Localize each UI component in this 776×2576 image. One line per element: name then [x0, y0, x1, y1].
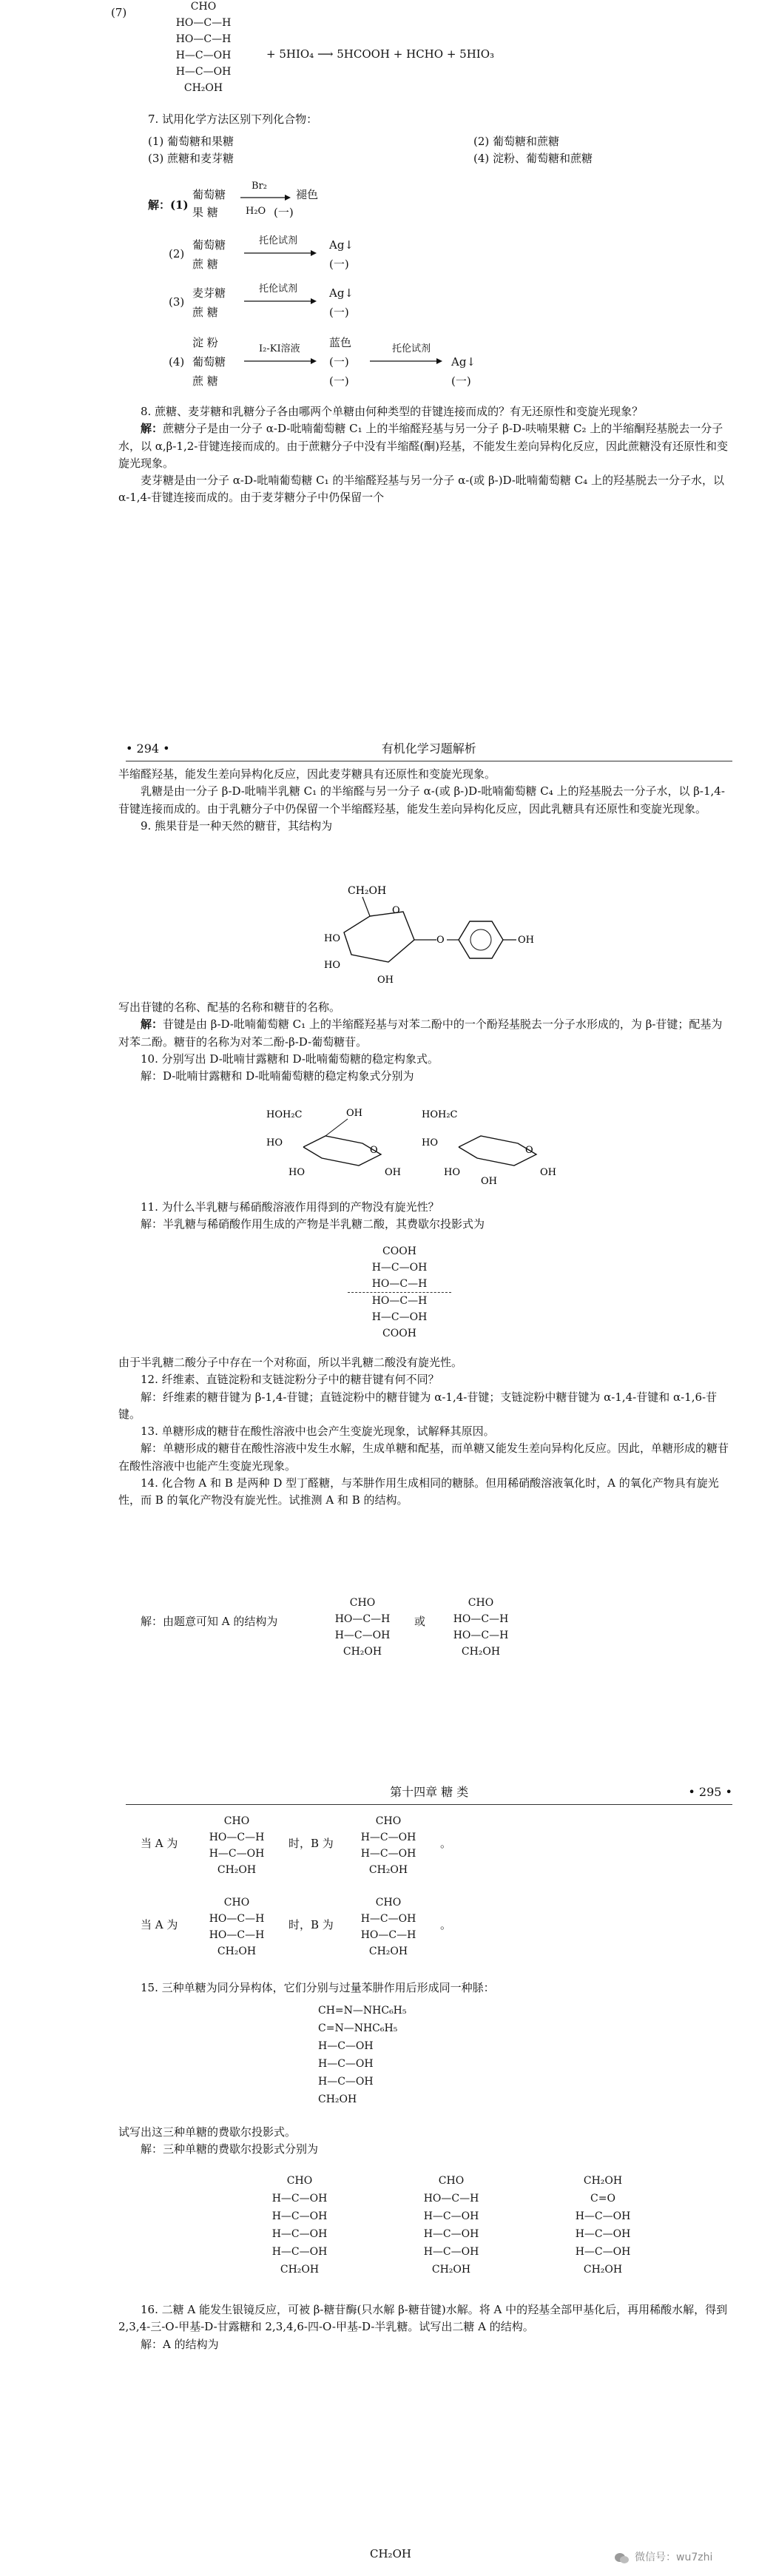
svg-text:O: O [525, 1145, 533, 1156]
reaction-arrow-icon [370, 357, 444, 366]
chair-conformations [259, 1103, 570, 1191]
q15-three-sugars [244, 2172, 658, 2279]
q16-bottom-fragment: CH₂OH [370, 2547, 411, 2560]
reaction-arrow-icon [244, 249, 318, 258]
svg-text:OH: OH [346, 1108, 362, 1119]
fischer-case1-a: CHO HO—C—H H—C—OH CH₂OH [209, 1815, 265, 1876]
q13-answer: 解：单糖形成的糖苷在酸性溶液中发生水解，生成单糖和配基，而单糖又能发生差向异构化反应。因此，单糖形成的糖苷在酸性溶液中也能产生变旋光现象。 [118, 1442, 729, 1473]
case2-then-b: 时，B 为 [289, 1918, 334, 1931]
p294-block-4 [118, 1354, 732, 1509]
q8-answer-2: 麦芽糖是由一分子 α-D-吡喃葡萄糖 C₁ 的半缩醛羟基与另一分子 α-(或 β-)D-吡喃葡萄糖 C₄ 上的羟基脱去一分子水，以 α-1,4-苷键连接而成的。由于麦芽糖分子中仍保留一个 [118, 474, 724, 505]
q8-block [118, 403, 732, 507]
svg-text:HO: HO [266, 1137, 283, 1149]
q11-answer: 解：半乳糖与稀硝酸作用生成的产物是半乳糖二酸，其费歇尔投影式为 [141, 1217, 485, 1231]
q7-solution-1: 解：(1) 葡萄糖 Br₂ 褪色 果 糖 H₂O (一) [148, 181, 319, 219]
header-divider [126, 1804, 732, 1805]
q15-answer: 解：三种单糖的费歇尔投影式分别为 [141, 2142, 319, 2156]
q7-solution-2: (2) 葡萄糖 蔗 糖 托伦试剂 Ag↓ (一) [169, 235, 354, 271]
p294-block-3 [118, 1199, 732, 1234]
q15-ask: 试写出这三种单糖的费歇尔投影式。 [118, 2125, 297, 2139]
fischer-case1-b: CHO H—C—OH H—C—OH CH₂OH [360, 1815, 416, 1876]
q10-answer: 解：D-吡喃甘露糖和 D-吡喃葡萄糖的稳定构象式分别为 [141, 1069, 414, 1083]
fischer-case2-b: CHO H—C—OH HO—C—H CH₂OH [360, 1897, 416, 1957]
q13-question: 13. 单糖形成的糖苷在酸性溶液中也会产生变旋光现象，试解释其原因。 [141, 1425, 495, 1438]
arbutin-structure [318, 881, 555, 992]
glucose-chair [422, 1109, 556, 1187]
case2-when-a: 当 A 为 [141, 1918, 178, 1931]
svg-text:HO: HO [422, 1137, 438, 1149]
fischer-a1: CHO HO—C—H H—C—OH CH₂OH [334, 1597, 391, 1658]
q7-item: (1) 葡萄糖和果糖 [148, 135, 235, 148]
fischer-sugar-2: CHO HO—C—H H—C—OH H—C—OH H—C—OH CH₂OH [423, 2175, 479, 2276]
mannose-chair [266, 1108, 401, 1178]
svg-text:CH₂OH: CH₂OH [348, 885, 387, 897]
p294-block-1 [118, 766, 732, 835]
q7-label: (7) [111, 6, 127, 19]
fischer-sugar-3: CH₂OH C=O H—C—OH H—C—OH H—C—OH CH₂OH [575, 2175, 631, 2276]
q11-question: 11. 为什么半乳糖与稀硝酸溶液作用得到的产物没有旋光性？ [141, 1200, 439, 1214]
fischer-a2: CHO HO—C—H HO—C—H CH₂OH [453, 1597, 509, 1658]
reaction-arrow-icon [240, 192, 292, 203]
q9-question: 9. 熊果苷是一种天然的糖苷，其结构为 [141, 818, 333, 833]
running-title: 第十四章 糖 类 [390, 1785, 469, 1799]
q7-title: 7. 试用化学方法区别下列化合物： [148, 112, 318, 126]
q11-conclusion: 由于半乳糖二酸分子中存在一个对称面，所以半乳糖二酸没有旋光性。 [118, 1356, 463, 1369]
reaction-arrow-icon [244, 297, 318, 306]
q7-item: (4) 淀粉、葡萄糖和蔗糖 [473, 152, 593, 166]
svg-text:OH: OH [385, 1167, 401, 1178]
fischer-case2-a: CHO HO—C—H HO—C—H CH₂OH [209, 1897, 265, 1957]
period: 。 [440, 1918, 452, 1931]
q15-question: 15. 三种单糖为同分异构体，它们分别与过量苯肼作用后形成同一种脎： [141, 1981, 495, 1994]
fischer-projection: CHO HO—C—H HO—C—H H—C—OH H—C—OH CH₂OH [175, 1, 232, 94]
q14-question: 14. 化合物 A 和 B 是两种 D 型丁醛糖，与苯肼作用生成相同的糖脎。但用稀硝酸溶液氧化时，A 的氧化产物具有旋光性，而 B 的氧化产物没有旋光性。试推测 A 和 B 的结构。 [118, 1476, 719, 1507]
period: 。 [440, 1837, 452, 1850]
paragraph: 半缩醛羟基，能发生差向异构化反应，因此麦芽糖具有还原性和变旋光现象。 [118, 767, 496, 781]
watermark: 微信号：wu7zhi [614, 2550, 712, 2566]
q7-item: (2) 葡萄糖和蔗糖 [473, 135, 560, 148]
fischer-sugar-1: CHO H—C—OH H—C—OH H—C—OH H—C—OH CH₂OH [271, 2175, 328, 2276]
svg-text:HO: HO [324, 960, 340, 971]
svg-text:HO: HO [324, 933, 340, 944]
svg-text:O: O [392, 905, 400, 916]
q8-answer-1: 解：蔗糖分子是由一分子 α-D-吡喃葡萄糖 C₁ 上的半缩醛羟基与另一分子 β-D-呋喃果糖 C₂ 上的半缩酮羟基脱去一分子水，以 α,β-1,2-苷键连接而成的。由于蔗糖分子中没有半缩醛(酮)羟基，不能发生差向异构化反应，因此蔗糖没有还原性和变旋光现象。 [118, 422, 729, 470]
svg-text:HOH₂C: HOH₂C [422, 1109, 458, 1120]
q7-solution-3: (3) 麦芽糖 蔗 糖 托伦试剂 Ag↓ (一) [169, 283, 354, 319]
q16-block [118, 2301, 732, 2353]
svg-text:HO: HO [289, 1167, 305, 1178]
osazone-structure: CH=N—NHC₆H₅ C=N—NHC₆H₅ H—C—OH H—C—OH H—C—OH CH₂OH [318, 2005, 407, 2105]
svg-text:O: O [370, 1145, 378, 1156]
galactaric-acid-fischer: COOH H—C—OH HO—C—H HO—C—H H—C—OH COOH [348, 1243, 451, 1342]
wechat-icon [614, 2552, 630, 2565]
running-title: 有机化学习题解析 [381, 741, 476, 756]
svg-text:HOH₂C: HOH₂C [266, 1109, 303, 1120]
paragraph: 乳糖是由一分子 β-D-吡喃半乳糖 C₁ 的半缩醛与另一分子 α-(或 β-)D-吡喃葡萄糖 C₄ 上的羟基脱去一分子水，以 β-1,4-苷键连接而成的。由于乳糖分子中仍保留一个半缩醛羟基，能发生差向异构化反应，因此乳糖具有还原性和变旋光现象。 [118, 784, 725, 815]
q7-reaction: + 5HIO₄ ⟶ 5HCOOH + HCHO + 5HIO₃ [266, 47, 495, 61]
p294-block-2 [118, 999, 732, 1085]
svg-text:OH: OH [481, 1176, 497, 1187]
page-number: • 295 • [688, 1785, 732, 1799]
q8-question: 8. 蔗糖、麦芽糖和乳糖分子各由哪两个单糖由何种类型的苷键连接而成的？有无还原性和变旋光现象？ [141, 405, 644, 418]
q12-answer: 解：纤维素的糖苷键为 β-1,4-苷键；直链淀粉中的糖苷键为 α-1,4-苷键；支链淀粉中糖苷键为 α-1,4-苷键和 α-1,6-苷键。 [118, 1390, 718, 1421]
q9-answer: 解：苷键是由 β-D-吡喃葡萄糖 C₁ 上的半缩醛羟基与对苯二酚中的一个酚羟基脱去一分子水形成的，为 β-苷键；配基为对苯二酚。糖苷的名称为对苯二酚-β-D-葡萄糖苷。 [118, 1018, 723, 1049]
reaction-arrow-icon [244, 357, 318, 366]
page-header-294 [126, 740, 732, 759]
q16-answer: 解：A 的结构为 [141, 2337, 219, 2351]
svg-text:OH: OH [518, 935, 534, 946]
case1-then-b: 时，B 为 [289, 1837, 334, 1850]
q9-ask: 写出苷键的名称、配基的名称和糖苷的名称。 [118, 1001, 341, 1014]
case1-when-a: 当 A 为 [141, 1837, 178, 1850]
q7-solution-4: 淀 粉 蓝色 (4) 葡萄糖 I₂-KI溶液 (一) 托伦试剂 Ag↓ 蔗 糖 (一) (一) [169, 336, 476, 388]
page-number: • 294 • [126, 741, 170, 756]
svg-text:HO: HO [444, 1167, 460, 1178]
q10-question: 10. 分别写出 D-吡喃甘露糖和 D-吡喃葡萄糖的稳定构象式。 [141, 1052, 439, 1066]
q7-items [148, 133, 776, 168]
svg-text:OH: OH [540, 1167, 556, 1178]
svg-text:OH: OH [377, 975, 394, 986]
page-header-295 [126, 1783, 732, 1802]
q7-item: (3) 蔗糖和麦芽糖 [148, 152, 235, 166]
q16-question: 16. 二糖 A 能发生银镜反应，可被 β-糖苷酶(只水解 β-糖苷键)水解。将 A 中的羟基全部甲基化后，再用稀酸水解，得到 2,3,4-三-O-甲基-D-甘露糖和 2,3,4,6-四-O-甲基-D-半乳糖。试写出二糖 A 的结构。 [118, 2303, 728, 2334]
svg-text:O: O [436, 935, 445, 946]
q14-answer: 解：由题意可知 A 的结构为 [141, 1615, 278, 1628]
q15-ask-block [118, 2124, 732, 2159]
q12-question: 12. 纤维素、直链淀粉和支链淀粉分子中的糖苷键有何不同？ [141, 1373, 439, 1387]
q14-or: 或 [414, 1615, 426, 1628]
